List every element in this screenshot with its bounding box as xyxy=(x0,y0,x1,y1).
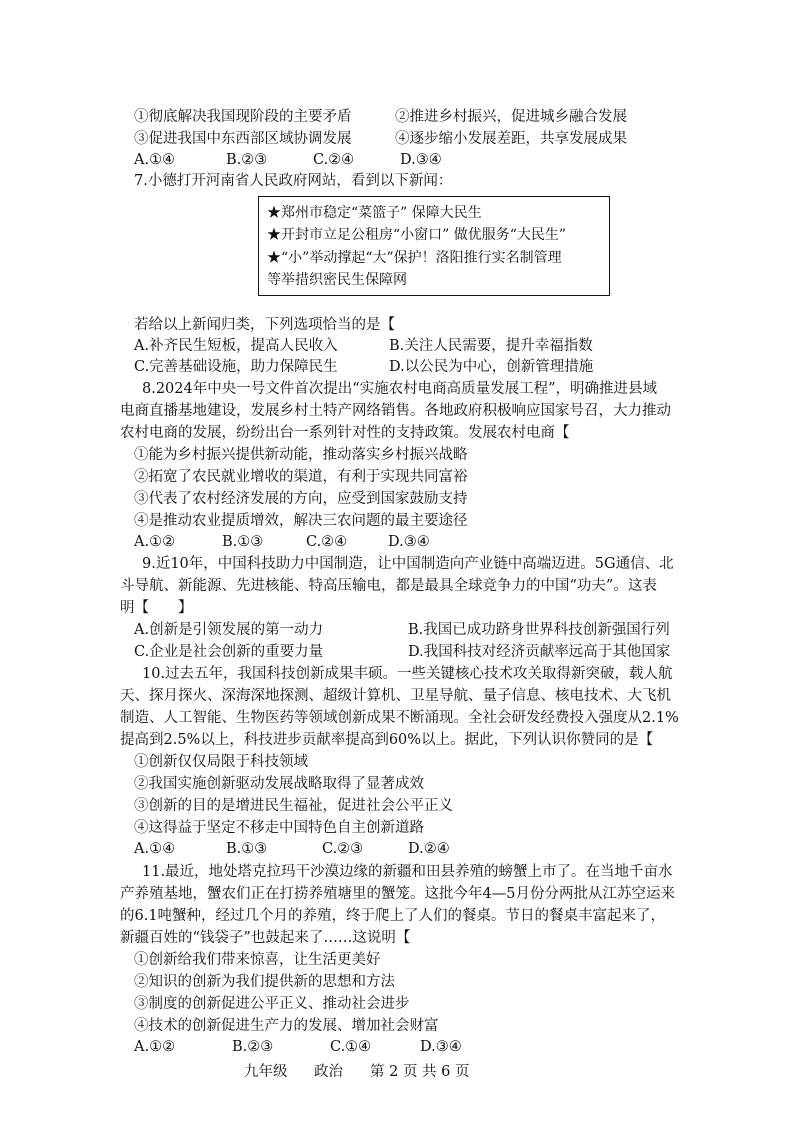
q8-option-b: B.①③ xyxy=(222,534,264,550)
news-item-3-continued: 等举措织密民生保障网 xyxy=(267,272,407,288)
q8-statement-2: ②拓宽了农民就业增收的渠道，有利于实现共同富裕 xyxy=(134,469,468,485)
q10-stem-line-1: 10.过去五年，我国科技创新成果丰硕。一些关键核心技术攻关取得新突破，载人航 xyxy=(142,666,673,682)
news-item-3: ★“小”举动撑起“大”保护！洛阳推行实名制管理 xyxy=(267,250,562,266)
prev-statement-3: ③促进我国中东西部区域协调发展 xyxy=(134,131,352,147)
news-item-2: ★开封市立足公租房“小窗口” 做优服务“大民生” xyxy=(267,227,567,243)
q11-option-d: D.③④ xyxy=(420,1039,462,1055)
q8-statement-3: ③代表了农村经济发展的方向，应受到国家鼓励支持 xyxy=(134,491,468,507)
prev-option-a: A.①④ xyxy=(134,152,176,168)
q7-option-b: B.关注人民需要，提升幸福指数 xyxy=(389,338,593,354)
q10-stem-line-4: 提高到2.5%以上，科技进步贡献率提高到60%以上。据此，下列认识你赞同的是【 xyxy=(120,732,654,748)
q11-statement-1: ①创新给我们带来惊喜，让生活更美好 xyxy=(134,952,381,968)
q7-option-c: C.完善基础设施，助力保障民生 xyxy=(134,359,338,375)
q9-option-c: C.企业是社会创新的重要力量 xyxy=(134,644,324,660)
q10-statement-3: ③创新的目的是增进民生福祉，促进社会公平正义 xyxy=(134,798,453,814)
prev-option-b: B.②③ xyxy=(226,152,268,168)
q9-stem-line-2: 斗导航、新能源、先进核能、特高压输电，都是最具全球竞争力的中国“功夫”。这表 xyxy=(120,578,657,594)
q7-prompt: 若给以上新闻归类，下列选项恰当的是【 xyxy=(134,317,395,333)
q9-option-d: D.我国科技对经济贡献率远高于其他国家 xyxy=(408,644,671,660)
q8-statement-4: ④是推动农业提质增效，解决三农问题的最主要途径 xyxy=(134,513,468,529)
prev-statement-1: ①彻底解决我国现阶段的主要矛盾 xyxy=(134,109,352,125)
q10-statement-2: ②我国实施创新驱动发展战略取得了显著成效 xyxy=(134,776,424,792)
prev-option-c: C.②④ xyxy=(313,152,355,168)
q8-stem-line-1: 8.2024年中央一号文件首次提出“实施农村电商高质量发展工程”，明确推进县域 xyxy=(142,381,658,397)
prev-statement-2: ②推进乡村振兴，促进城乡融合发展 xyxy=(395,109,627,125)
q8-statement-1: ①能为乡村振兴提供新动能，推动落实乡村振兴战略 xyxy=(134,447,468,463)
q11-stem-line-1: 11.最近，地处塔克拉玛干沙漠边缘的新疆和田县养殖的螃蟹上市了。在当地千亩水 xyxy=(142,864,673,880)
q7-option-d: D.以公民为中心，创新管理措施 xyxy=(389,359,594,375)
prev-option-d: D.③④ xyxy=(400,152,442,168)
q8-stem-line-3: 农村电商的发展，纷纷出台一系列针对性的支持政策。发展农村电商【 xyxy=(120,425,570,441)
q11-stem-line-2: 产养殖基地，蟹农们正在打捞养殖塘里的蟹笼。这批今年4—5月份分两批从江苏空运来 xyxy=(120,886,675,902)
q7-option-a: A.补齐民生短板，提高人民收入 xyxy=(134,338,338,354)
q11-stem-line-4: 新疆百姓的“钱袋子”也鼓起来了……这说明【 xyxy=(120,930,411,946)
news-box xyxy=(258,196,610,296)
q9-stem-line-3: 明【 】 xyxy=(120,600,193,616)
q11-option-c: C.①④ xyxy=(330,1039,372,1055)
q10-option-a: A.①④ xyxy=(134,841,176,857)
q9-option-b: B.我国已成功跻身世界科技创新强国行列 xyxy=(408,622,670,638)
footer-grade: 九年级 xyxy=(244,1064,288,1080)
footer-page-number: 第 2 页 共 6 页 xyxy=(370,1064,470,1080)
q11-statement-2: ②知识的创新为我们提供新的思想和方法 xyxy=(134,974,395,990)
q10-statement-4: ④这得益于坚定不移走中国特色自主创新道路 xyxy=(134,820,424,836)
q11-stem-line-3: 的6.1吨蟹种，经过几个月的养殖，终于爬上了人们的餐桌。节日的餐桌丰富起来了， xyxy=(120,908,666,924)
q7-stem: 7.小德打开河南省人民政府网站，看到以下新闻： xyxy=(134,173,453,189)
q10-stem-line-3: 制造、人工智能、生物医药等领域创新成果不断涌现。全社会研发经费投入强度从2.1% xyxy=(120,710,679,726)
q8-stem-line-2: 电商直播基地建设，发展乡村土特产网络销售。各地政府积极响应国家号召，大力推动 xyxy=(120,403,671,419)
news-item-1: ★郑州市稳定“菜篮子” 保障大民生 xyxy=(267,205,482,221)
q10-stem-line-2: 天、探月探火、深海深地探测、超级计算机、卫星导航、量子信息、核电技术、大飞机 xyxy=(120,688,671,704)
prev-statement-4: ④逐步缩小发展差距，共享发展成果 xyxy=(395,131,627,147)
q10-option-d: D.②④ xyxy=(408,841,450,857)
q10-option-b: B.①③ xyxy=(226,841,268,857)
q11-option-b: B.②③ xyxy=(232,1039,274,1055)
q8-option-a: A.①② xyxy=(134,534,176,550)
q11-statement-3: ③制度的创新促进公平正义、推动社会进步 xyxy=(134,996,410,1012)
q9-stem-line-1: 9.近10年，中国科技助力中国制造，让中国制造向产业链中高端迈进。5G通信、北 xyxy=(142,556,674,572)
q10-option-c: C.②③ xyxy=(322,841,364,857)
q10-statement-1: ①创新仅仅局限于科技领域 xyxy=(134,754,308,770)
q8-option-d: D.③④ xyxy=(388,534,430,550)
page-footer xyxy=(0,1060,794,1084)
footer-subject: 政治 xyxy=(314,1064,343,1080)
q9-option-a: A.创新是引领发展的第一动力 xyxy=(134,622,324,638)
q8-option-c: C.②④ xyxy=(306,534,348,550)
q11-option-a: A.①② xyxy=(134,1039,176,1055)
q11-statement-4: ④技术的创新促进生产力的发展、增加社会财富 xyxy=(134,1018,439,1034)
